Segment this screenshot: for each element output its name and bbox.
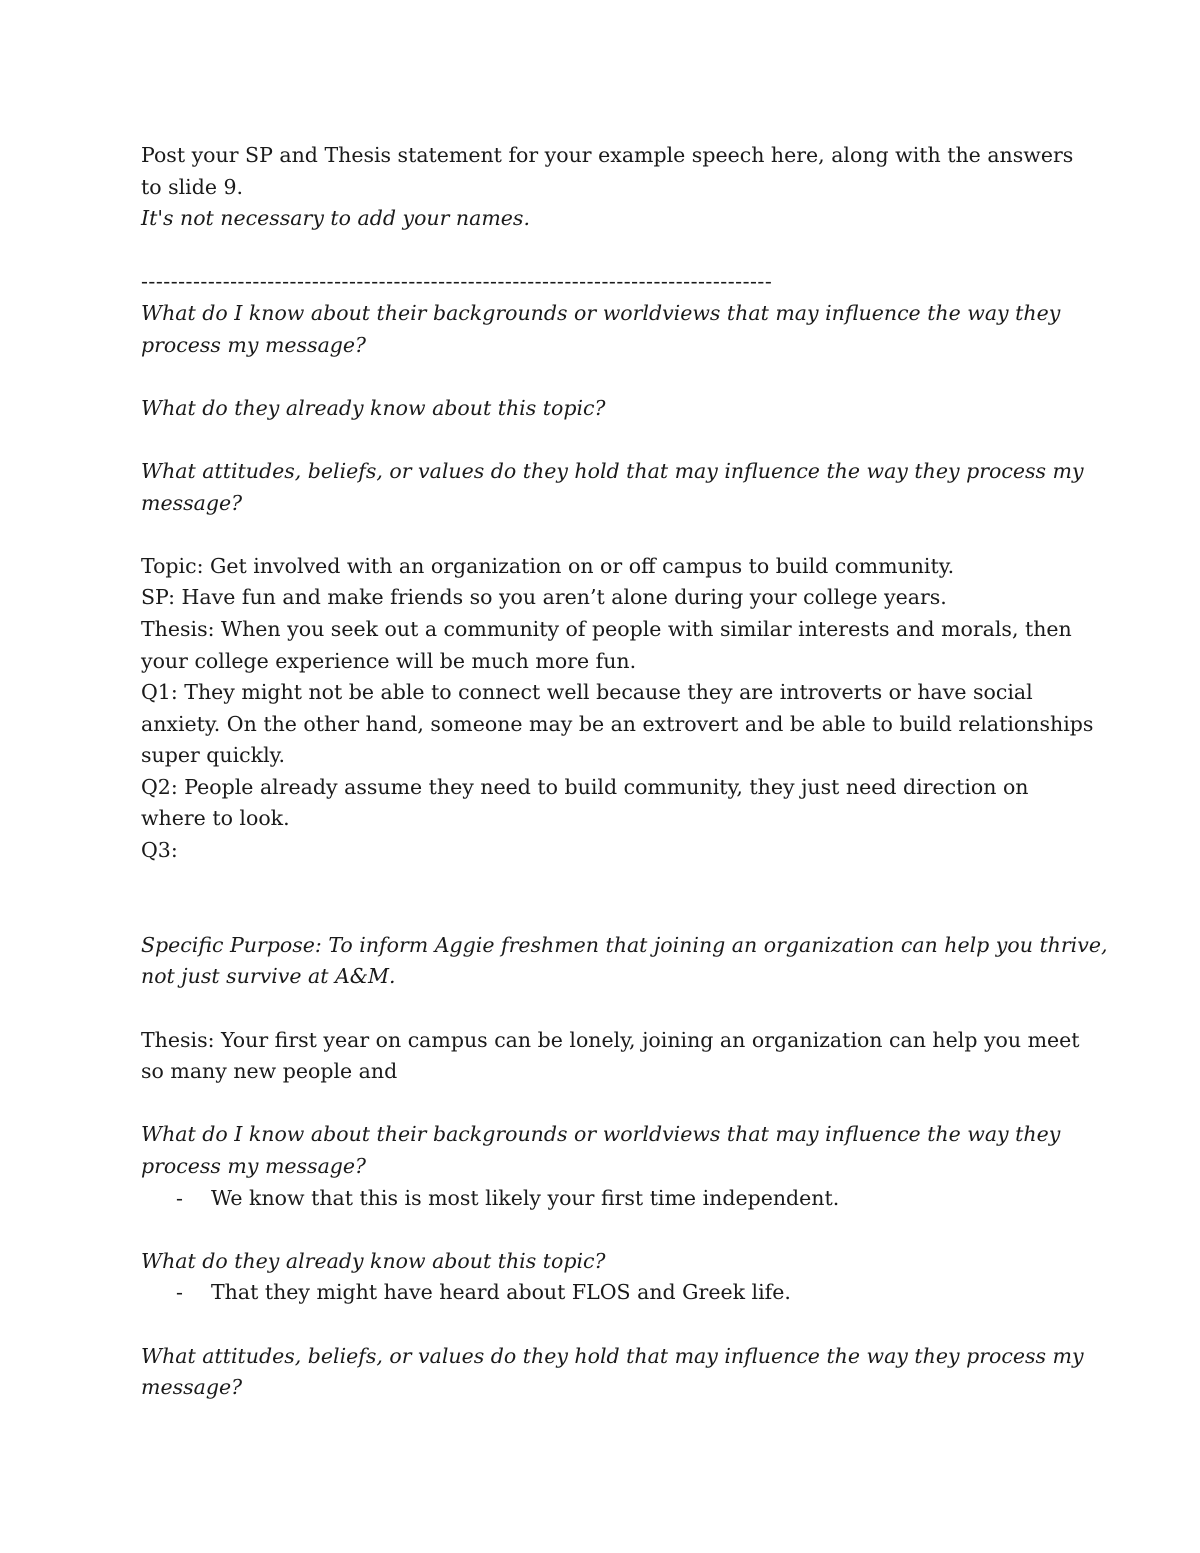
spacer <box>141 519 1061 551</box>
example1-thesis-line-2: your college experience will be much more fun. <box>141 648 637 673</box>
spacer <box>141 361 1061 393</box>
question-background-line-1: What do I know about their backgrounds or worldviews that may influence the way they <box>141 300 1061 325</box>
spacer <box>141 867 1061 899</box>
example2-sp-line-2: not just survive at A&M. <box>141 964 396 989</box>
example2-q3-line-2: message? <box>141 1375 243 1400</box>
spacer <box>141 1088 1061 1120</box>
example2-thesis-line-2: so many new people and <box>141 1059 398 1084</box>
example1-q1-line-1: Q1: They might not be able to connect well because they are introverts or have social <box>141 680 1033 705</box>
bullet-dash: - <box>176 1280 183 1305</box>
question-attitudes-line-1: What attitudes, beliefs, or values do they hold that may influence the way they process my <box>141 458 1084 483</box>
spacer <box>141 898 1061 930</box>
example2-q1-line-1: What do I know about their backgrounds or worldviews that may influence the way they <box>141 1122 1061 1147</box>
spacer <box>141 993 1061 1025</box>
example1-sp: SP: Have fun and make friends so you aren’t alone during your college years. <box>141 585 947 610</box>
intro-text-line-2: to slide 9. <box>141 174 244 199</box>
intro-note: It's not necessary to add your names. <box>141 206 530 231</box>
example1-q1-line-2: anxiety. On the other hand, someone may be an extrovert and be able to build relationships <box>141 711 1094 736</box>
example2-q1-line-2: process my message? <box>141 1154 367 1178</box>
example1-q3: Q3: <box>141 838 178 863</box>
example2-q2: What do they already know about this topic? <box>141 1248 606 1273</box>
example1-q2-line-2: where to look. <box>141 806 290 831</box>
answer-text: We know that this is most likely your first time independent. <box>211 1185 840 1210</box>
document-body <box>141 140 1108 1404</box>
dashed-separator: ------------------------------------------------------------------------------------- <box>141 269 773 294</box>
example1-q1-line-3: super quickly. <box>141 743 286 768</box>
example2-thesis-line-1: Thesis: Your first year on campus can be lonely, joining an organization can help you meet <box>141 1027 1080 1052</box>
example1-topic: Topic: Get involved with an organization on or off campus to build community. <box>141 553 955 578</box>
example1-q2-line-1: Q2: People already assume they need to build community, they just need direction on <box>141 774 1029 799</box>
example2-q3-line-1: What attitudes, beliefs, or values do they hold that may influence the way they process my <box>141 1343 1084 1368</box>
intro-text-line-1: Post your SP and Thesis statement for your example speech here, along with the answers <box>141 143 1074 167</box>
example2-answer-1 <box>141 1183 1061 1215</box>
spacer <box>141 424 1061 456</box>
example1-thesis-line-1: Thesis: When you seek out a community of people with similar interests and morals, then <box>141 616 1072 641</box>
spacer <box>141 235 1061 267</box>
question-background-line-2: process my message? <box>141 332 367 357</box>
spacer <box>141 1309 1061 1341</box>
spacer <box>141 1214 1061 1246</box>
answer-text: That they might have heard about FLOS and Greek life. <box>211 1280 791 1305</box>
example2-answer-2 <box>141 1277 1061 1309</box>
bullet-dash: - <box>176 1185 183 1210</box>
question-knowledge: What do they already know about this topic? <box>141 395 606 420</box>
example2-sp-line-1: Specific Purpose: To inform Aggie freshmen that joining an organization can help you thrive, <box>141 932 1108 957</box>
question-attitudes-line-2: message? <box>141 490 243 515</box>
